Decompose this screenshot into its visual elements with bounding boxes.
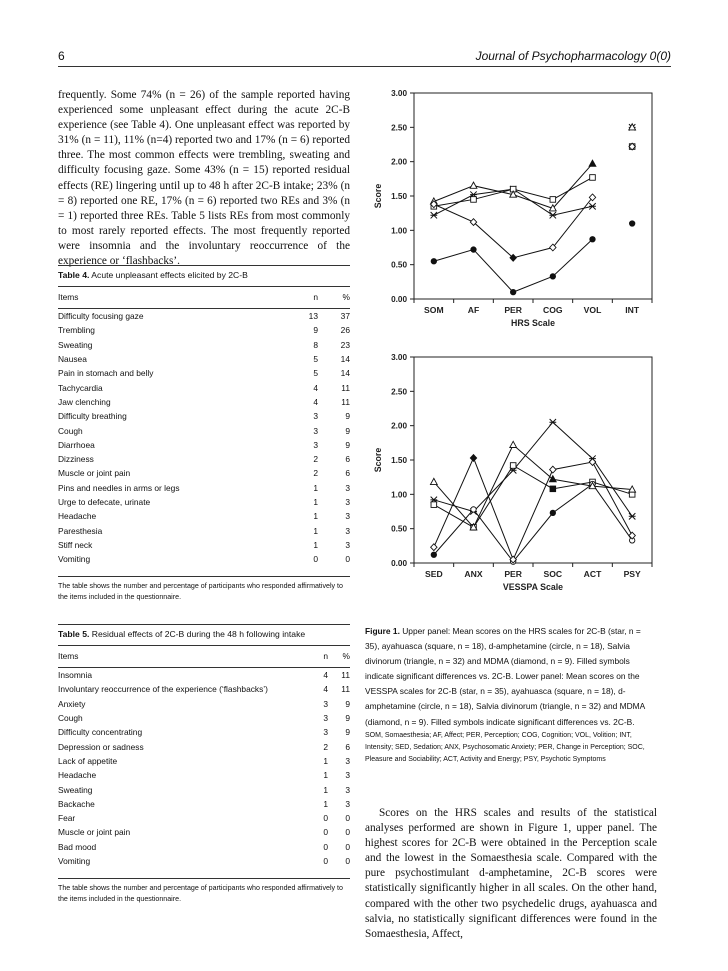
cell-n: 1 (323, 770, 328, 781)
cell-item: Anxiety (58, 698, 86, 709)
cell-item: Pins and needles in arms or legs (58, 482, 180, 493)
y-tick-label: 0.00 (391, 295, 407, 304)
cell-pct: 9 (345, 727, 350, 738)
plot-frame (414, 93, 652, 299)
table4-grid (58, 286, 350, 570)
table-row (58, 840, 350, 854)
point-circle (471, 507, 476, 512)
table-row (58, 854, 350, 872)
cell-item: Tachycardia (58, 382, 103, 393)
figure-caption (365, 624, 657, 766)
cell-n: 1 (313, 497, 318, 507)
point-square (471, 197, 477, 203)
cell-n: 2 (313, 454, 318, 465)
point-circle (550, 274, 555, 279)
series-line (434, 422, 632, 516)
left-paragraph: frequently. Some 74% (n = 26) of the sample reported having experienced some unpleasant effect during the acute 2C-B experience (see Table 4). One unpleasant effect was reported by 31% (n = 11), 11% (n=4) reported two and 17% (n = 6) reported three. The most common effects were trembling, sweating and difficulty focusing gaze. Some 43% (n = 15) reported residual effects (RE) lingering until up to 48 h after 2C-B intake; 23% (n = 8) reported one RE, 17% (n = 6) reported two REs and 3% (n = 1) reported three REs. Table 5 lists REs from most commonly to most rarely reported effects. The most frequently reported were insomnia and the involuntary reoccurrence of the experience or ‘flashbacks’. (58, 89, 350, 268)
table-row (58, 782, 350, 796)
table-row (58, 323, 350, 337)
cell-n: 3 (313, 439, 318, 450)
figure-label: Figure 1. (365, 626, 400, 636)
cell-pct: 0 (345, 841, 350, 852)
cell-n: 2 (313, 468, 318, 479)
table-row (58, 682, 350, 696)
point-square (550, 486, 556, 492)
table-row (58, 538, 350, 552)
table5 (58, 624, 350, 905)
cell-item: Dizziness (58, 454, 94, 465)
cell-pct: 0 (345, 813, 350, 824)
point-square (550, 197, 556, 203)
y-tick-label: 2.00 (391, 157, 407, 167)
y-tick-label: 1.00 (391, 490, 407, 500)
series-line (434, 239, 593, 292)
x-tick-label: PSY (623, 569, 641, 579)
series-triangle (430, 124, 635, 211)
cell-item: Difficulty focusing gaze (58, 311, 144, 322)
table-row (58, 352, 350, 366)
cell-item: Urge to defecate, urinate (58, 497, 151, 507)
table5-header-items: Items (58, 646, 298, 668)
cell-pct: 6 (345, 468, 350, 479)
table-row (58, 309, 350, 324)
series-star (430, 419, 635, 519)
table-row (58, 725, 350, 739)
cell-pct: 9 (345, 439, 350, 450)
series-square (431, 463, 635, 530)
x-tick-label: SED (424, 569, 443, 579)
cell-pct: 14 (340, 354, 350, 365)
y-tick-label: 3.00 (391, 89, 407, 98)
cell-item: Jaw clenching (58, 396, 111, 407)
x-axis-label: VESSPA Scale (502, 582, 564, 592)
point-triangle (510, 441, 517, 447)
point-circle (431, 259, 436, 264)
table4-label: Table 4. (58, 270, 90, 280)
cell-n: 0 (323, 827, 328, 838)
table4-note: The table shows the number and percentage of participants who responded affirmatively to the items included in the questionnaire. (58, 576, 350, 603)
table-row (58, 739, 350, 753)
table-row (58, 338, 350, 352)
cell-n: 3 (313, 411, 318, 422)
table-row (58, 768, 350, 782)
x-tick-label: ACT (583, 569, 602, 579)
point-square (590, 175, 596, 181)
point-triangle (430, 478, 437, 484)
cell-n: 4 (313, 382, 318, 393)
table-row (58, 495, 350, 509)
cell-item: Fear (58, 813, 76, 824)
x-tick-label: SOM (424, 305, 444, 315)
cell-item: Depression or sadness (58, 741, 144, 752)
cell-pct: 9 (345, 411, 350, 422)
point-circle (629, 221, 634, 226)
table-row (58, 481, 350, 495)
point-circle (431, 552, 436, 557)
cell-n: 4 (313, 396, 318, 407)
cell-item: Nausea (58, 354, 87, 365)
cell-pct: 3 (345, 539, 350, 550)
cell-n: 1 (313, 525, 318, 536)
cell-n: 1 (313, 539, 318, 550)
right-paragraph: Scores on the HRS scales and results of the statistical analyses performed are shown in Figure 1, upper panel. The highest scores for 2C-B were obtained in the Perception scale and the lowest in the Somaesthesia scale. Compared with the pure psychostimulant d-amphetamine, 2C-B scores were statistically significantly higher in all scales. On the other hand, compared with the other two psychedelic drugs, ayahuasca and salvia, no statistically significant differences were found in the Somaesthesia, Affect, (365, 807, 657, 940)
cell-pct: 26 (340, 325, 350, 336)
x-axis-label: HRS Scale (510, 318, 556, 328)
table4-caption (58, 265, 350, 286)
point-diamond (589, 459, 595, 466)
cell-item: Trembling (58, 325, 95, 336)
y-tick-label: 0.00 (391, 559, 407, 568)
series-diamond (431, 455, 636, 563)
cell-n: 1 (313, 482, 318, 493)
table-row (58, 811, 350, 825)
journal-title: Journal of Psychopharmacology 0(0) (475, 49, 671, 63)
point-circle (590, 237, 595, 242)
y-tick-label: 1.50 (391, 456, 407, 465)
cell-n: 1 (323, 755, 328, 766)
cell-pct: 9 (345, 425, 350, 436)
point-star (430, 212, 437, 218)
cell-n: 1 (323, 798, 328, 809)
cell-item: Stiff neck (58, 539, 93, 550)
cell-pct: 3 (345, 755, 350, 766)
table4-header-pct: % (318, 287, 350, 309)
table5-header-n: n (298, 646, 328, 668)
cell-item: Sweating (58, 784, 93, 795)
x-tick-label: AF (467, 305, 480, 315)
point-triangle (589, 160, 596, 166)
table-row (58, 697, 350, 711)
series-circle (431, 221, 635, 295)
table-row (58, 409, 350, 423)
cell-n: 2 (323, 741, 328, 752)
running-header (58, 48, 671, 67)
table-row (58, 423, 350, 437)
cell-pct: 3 (345, 784, 350, 795)
series-line (434, 197, 593, 257)
y-tick-label: 0.50 (391, 260, 407, 270)
cell-n: 4 (323, 670, 328, 681)
cell-pct: 3 (345, 497, 350, 507)
cell-n: 5 (313, 354, 318, 365)
x-tick-label: VOL (583, 305, 602, 315)
cell-item: Difficulty breathing (58, 411, 127, 422)
point-square (431, 502, 437, 508)
cell-item: Headache (58, 770, 97, 781)
plot-frame (414, 357, 652, 563)
cell-item: Sweating (58, 339, 93, 350)
cell-pct: 6 (345, 741, 350, 752)
cell-pct: 6 (345, 454, 350, 465)
cell-item: Insomnia (58, 670, 92, 681)
point-circle (550, 510, 555, 515)
cell-n: 3 (313, 425, 318, 436)
table-row (58, 380, 350, 394)
cell-n: 0 (323, 856, 328, 866)
point-star (629, 513, 636, 519)
point-circle (510, 289, 515, 294)
figure-1 (365, 82, 660, 612)
table5-caption (58, 624, 350, 645)
cell-pct: 3 (345, 798, 350, 809)
cell-item: Paresthesia (58, 525, 103, 536)
figure-abbreviations: SOM, Somaesthesia; AF, Affect; PER, Perception; COG, Cognition; VOL, Volition; INT, Intensity; SED, Sedation; ANX, Psychosomatic Anxiety; PER, Change in Perception; SOC, Pleasure and Sociability; ACT, Activity and Energy; PSY, Psychotic Symptoms (365, 731, 645, 763)
point-square (510, 463, 516, 469)
cell-n: 4 (323, 684, 328, 695)
table4 (58, 265, 350, 603)
point-star (549, 212, 556, 218)
cell-pct: 23 (340, 339, 350, 350)
cell-item: Difficulty concentrating (58, 727, 143, 738)
cell-n: 13 (308, 311, 318, 322)
cell-pct: 0 (345, 856, 350, 866)
cell-n: 1 (323, 784, 328, 795)
point-triangle (470, 182, 477, 188)
table-row (58, 438, 350, 452)
cell-item: Headache (58, 511, 97, 522)
cell-n: 3 (323, 698, 328, 709)
series-line (434, 484, 632, 562)
table-row (58, 825, 350, 839)
y-tick-label: 2.50 (391, 123, 407, 133)
table-row (58, 452, 350, 466)
cell-pct: 11 (341, 382, 350, 393)
figure-caption-text (365, 624, 657, 730)
table-row (58, 366, 350, 380)
point-circle (471, 247, 476, 252)
table-row (58, 754, 350, 768)
point-star (589, 203, 596, 209)
cell-item: Cough (58, 425, 83, 436)
cell-n: 3 (323, 727, 328, 738)
cell-n: 9 (313, 325, 318, 336)
table-row (58, 797, 350, 811)
point-diamond (550, 466, 556, 473)
y-tick-label: 0.50 (391, 524, 407, 534)
table-row (58, 466, 350, 480)
table5-title: Residual effects of 2C-B during the 48 h following intake (91, 629, 306, 639)
cell-pct: 11 (341, 684, 350, 695)
series-line (434, 465, 632, 527)
cell-pct: 3 (345, 482, 350, 493)
cell-item: Muscle or joint pain (58, 468, 131, 479)
y-axis-label: Score (373, 183, 383, 209)
table5-note: The table shows the number and percentage of participants who responded affirmatively to the items included in the questionnaire. (58, 878, 350, 905)
cell-pct: 11 (341, 396, 350, 407)
cell-pct: 37 (340, 311, 350, 322)
table4-header-n: n (248, 287, 318, 309)
x-tick-label: INT (625, 305, 640, 315)
x-tick-label: PER (504, 305, 523, 315)
table-row (58, 552, 350, 570)
x-tick-label: ANX (464, 569, 483, 579)
cell-pct: 9 (345, 698, 350, 709)
y-axis-label: Score (373, 447, 383, 473)
table5-grid (58, 645, 350, 872)
chart-panel-1 (373, 353, 652, 592)
series-star (430, 124, 635, 218)
table4-title: Acute unpleasant effects elicited by 2C-B (91, 270, 248, 280)
page-number: 6 (58, 49, 65, 63)
y-tick-label: 1.50 (391, 192, 407, 201)
cell-pct: 0 (345, 554, 350, 565)
table-row (58, 668, 350, 683)
cell-n: 5 (313, 368, 318, 379)
cell-item: Lack of appetite (58, 755, 118, 766)
y-tick-label: 3.00 (391, 353, 407, 362)
table-row (58, 509, 350, 523)
cell-n: 1 (313, 511, 318, 522)
table-row (58, 711, 350, 725)
table-row (58, 523, 350, 537)
cell-item: Backache (58, 798, 95, 809)
cell-n: 0 (323, 841, 328, 852)
table5-header-pct: % (328, 646, 350, 668)
x-tick-label: COG (543, 305, 563, 315)
cell-item: Involuntary reoccurrence of the experience (‘flashbacks’) (58, 684, 268, 695)
cell-n: 8 (313, 339, 318, 350)
y-tick-label: 2.50 (391, 387, 407, 397)
chart-panel-0 (373, 89, 652, 328)
cell-pct: 14 (340, 368, 350, 379)
cell-n: 3 (323, 713, 328, 724)
cell-pct: 0 (345, 827, 350, 838)
point-star (549, 419, 556, 425)
table-row (58, 395, 350, 409)
cell-item: Diarrhoea (58, 439, 95, 450)
cell-pct: 3 (345, 770, 350, 781)
cell-item: Cough (58, 713, 83, 724)
point-diamond (431, 544, 437, 551)
cell-pct: 3 (345, 511, 350, 522)
cell-item: Pain in stomach and belly (58, 368, 154, 379)
x-tick-label: SOC (543, 569, 563, 579)
cell-pct: 9 (345, 713, 350, 724)
cell-item: Bad mood (58, 841, 97, 852)
cell-n: 0 (313, 554, 318, 565)
cell-item: Vomiting (58, 856, 91, 866)
cell-pct: 3 (345, 525, 350, 536)
cell-n: 0 (323, 813, 328, 824)
cell-item: Muscle or joint pain (58, 827, 131, 838)
table5-label: Table 5. (58, 629, 90, 639)
series-square (431, 144, 635, 209)
point-diamond (470, 455, 476, 462)
cell-pct: 11 (341, 670, 350, 681)
y-tick-label: 1.00 (391, 226, 407, 236)
figure-description: Upper panel: Mean scores on the HRS scales for 2C-B (star, n = 35), ayahuasca (square, n = 18), d-amphetamine (circle, n = 18), Salvia divinorum (triangle, n = 32) and MDMA (diamond, n = 9). Filled symbols indicate significant differences vs. 2C-B. Lower panel: Mean scores on the VESSPA scales for 2C-B (star, n = 35), ayahuasca (square, n = 18), d-amphetamine (circle, n = 18), Salvia divinorum (triangle, n = 32) and MDMA (diamond, n = 9). Filled symbols indicate significant differences vs. 2C-B. (365, 626, 645, 727)
cell-item: Vomiting (58, 554, 91, 565)
y-tick-label: 2.00 (391, 421, 407, 431)
x-tick-label: PER (504, 569, 523, 579)
series-circle (431, 481, 635, 564)
table4-header-items: Items (58, 287, 248, 309)
